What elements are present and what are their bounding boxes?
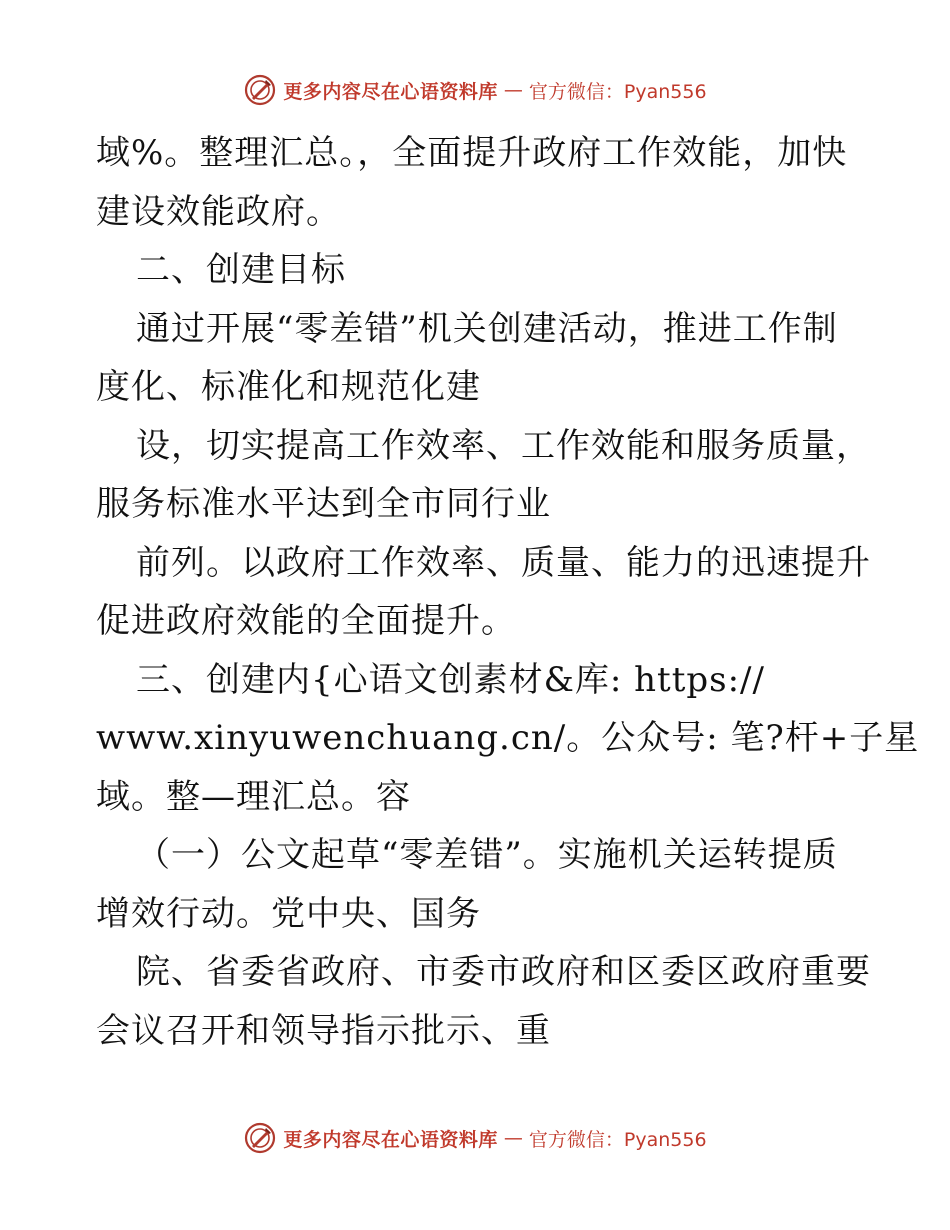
text-line: www.xinyuwenchuang.cn/。公众号: 笔?杆+子星 xyxy=(96,718,920,758)
text-line: 增效行动。党中央、国务 xyxy=(96,893,481,934)
footer-banner-inner xyxy=(243,1121,706,1155)
footer-banner-contact: 官方微信：Pyan556 xyxy=(528,1128,707,1151)
header-banner-inner xyxy=(243,73,706,107)
text-line: 服务标准水平达到全市同行业 xyxy=(96,484,551,524)
text-line: 促进政府效能的全面提升。 xyxy=(96,601,516,641)
text-line: 设，切实提高工作效率、工作效能和服务质量， xyxy=(136,425,871,466)
footer-banner xyxy=(0,1118,950,1158)
footer-banner-text: 更多内容尽在心语资料库 xyxy=(283,1128,498,1151)
text-line: （一）公文起草“零差错”。实施机关运转提质 xyxy=(136,835,838,875)
text-line: 域。整—理汇总。容 xyxy=(96,776,411,817)
brand-logo-icon xyxy=(243,1121,277,1155)
text-line: 域%。整理汇总。，全面提升政府工作效能，加快 xyxy=(96,133,848,173)
text-line: 通过开展“零差错”机关创建活动，推进工作制 xyxy=(136,308,838,349)
brand-logo-icon xyxy=(243,73,277,107)
footer-banner-dash: — xyxy=(503,1127,523,1149)
text-line: 度化、标准化和规范化建 xyxy=(96,367,481,407)
header-banner-dash: — xyxy=(503,79,523,101)
text-line: 会议召开和领导指示批示、重 xyxy=(96,1010,551,1051)
text-line: 三、创建内{心语文创素材&库: https:// xyxy=(136,659,765,700)
header-banner xyxy=(0,70,950,110)
text-line: 二、创建目标 xyxy=(136,250,346,290)
text-line: 建设效能政府。 xyxy=(96,191,341,232)
text-line: 院、省委省政府、市委市政府和区委区政府重要 xyxy=(136,952,871,992)
header-banner-contact: 官方微信：Pyan556 xyxy=(528,80,707,103)
header-banner-text: 更多内容尽在心语资料库 xyxy=(283,80,498,103)
document-body xyxy=(96,124,920,1060)
text-line: 前列。以政府工作效率、质量、能力的迅速提升 xyxy=(136,542,871,583)
